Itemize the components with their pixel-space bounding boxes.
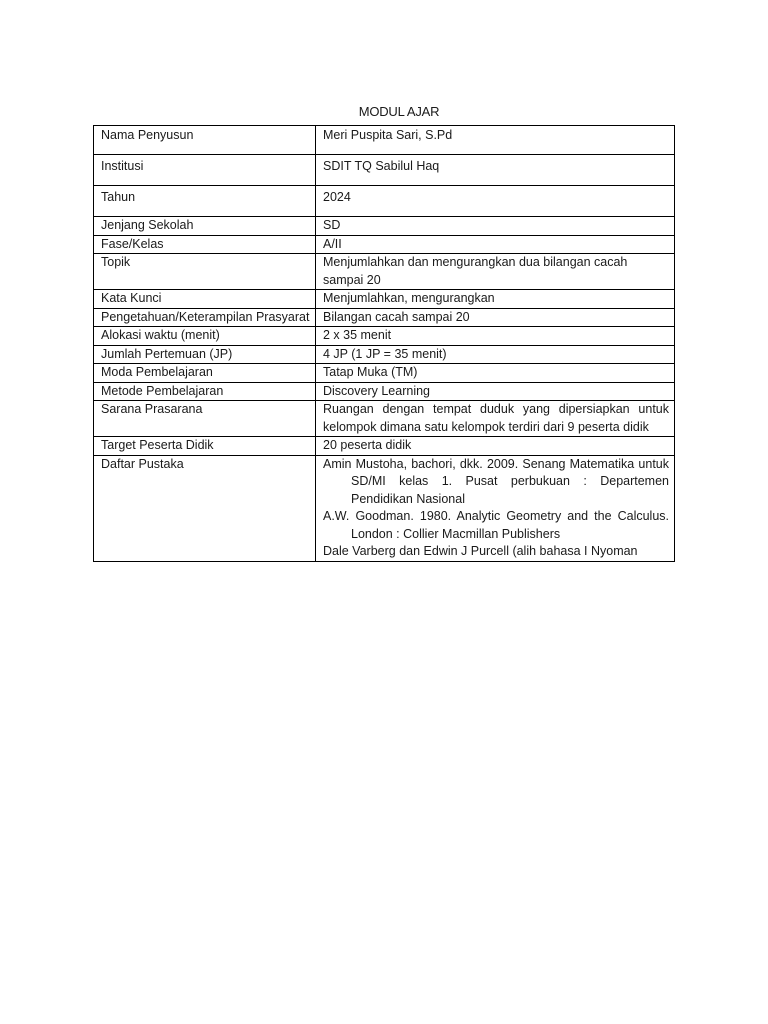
row-value: Ruangan dengan tempat duduk yang dipersiapkan untuk kelompok dimana satu kelompok terdiri dari 9 peserta didik bbox=[316, 401, 675, 437]
reference-item: Amin Mustoha, bachori, dkk. 2009. Senang Matematika untuk SD/MI kelas 1. Pusat perbukuan : Departemen Pendidikan Nasional bbox=[323, 456, 669, 506]
table-row bbox=[94, 437, 675, 456]
table-row bbox=[94, 364, 675, 383]
table-row bbox=[94, 217, 675, 236]
table-row bbox=[94, 382, 675, 401]
row-label: Moda Pembelajaran bbox=[94, 364, 316, 383]
row-label: Metode Pembelajaran bbox=[94, 382, 316, 401]
table-row bbox=[94, 155, 675, 186]
row-label: Alokasi waktu (menit) bbox=[94, 327, 316, 346]
row-value: 2 x 35 menit bbox=[316, 327, 675, 346]
reference-list bbox=[316, 455, 675, 561]
table-row bbox=[94, 254, 675, 290]
row-value: Discovery Learning bbox=[316, 382, 675, 401]
row-label: Nama Penyusun bbox=[94, 126, 316, 155]
row-value: A/II bbox=[316, 235, 675, 254]
table-row bbox=[94, 290, 675, 309]
row-label: Institusi bbox=[94, 155, 316, 186]
row-value: 20 peserta didik bbox=[316, 437, 675, 456]
row-value: Menjumlahkan, mengurangkan bbox=[316, 290, 675, 309]
row-label: Jumlah Pertemuan (JP) bbox=[94, 345, 316, 364]
row-label: Topik bbox=[94, 254, 316, 290]
row-value: 4 JP (1 JP = 35 menit) bbox=[316, 345, 675, 364]
row-value: SDIT TQ Sabilul Haq bbox=[316, 155, 675, 186]
reference-item: Dale Varberg dan Edwin J Purcell (alih bahasa I Nyoman bbox=[323, 544, 638, 558]
row-value: Tatap Muka (TM) bbox=[316, 364, 675, 383]
table-row bbox=[94, 126, 675, 155]
table-row bbox=[94, 327, 675, 346]
document-title: MODUL AJAR bbox=[358, 104, 440, 119]
row-label: Pengetahuan/Keterampilan Prasyarat bbox=[94, 308, 316, 327]
module-info-table bbox=[93, 125, 675, 562]
reference-item: A.W. Goodman. 1980. Analytic Geometry and the Calculus. London : Collier Macmillan Publishers bbox=[323, 509, 669, 541]
row-label: Kata Kunci bbox=[94, 290, 316, 309]
row-value: SD bbox=[316, 217, 675, 236]
row-value: Menjumlahkan dan mengurangkan dua bilangan cacah sampai 20 bbox=[316, 254, 675, 290]
row-label: Tahun bbox=[94, 186, 316, 217]
row-label: Sarana Prasarana bbox=[94, 401, 316, 437]
table-row bbox=[94, 345, 675, 364]
table-row bbox=[94, 455, 675, 561]
row-value: 2024 bbox=[316, 186, 675, 217]
row-label: Jenjang Sekolah bbox=[94, 217, 316, 236]
row-label: Target Peserta Didik bbox=[94, 437, 316, 456]
row-value: Bilangan cacah sampai 20 bbox=[316, 308, 675, 327]
table-row bbox=[94, 401, 675, 437]
table-row bbox=[94, 186, 675, 217]
row-value: Meri Puspita Sari, S.Pd bbox=[316, 126, 675, 155]
row-label: Daftar Pustaka bbox=[94, 455, 316, 561]
table-row bbox=[94, 235, 675, 254]
table-row bbox=[94, 308, 675, 327]
row-label: Fase/Kelas bbox=[94, 235, 316, 254]
